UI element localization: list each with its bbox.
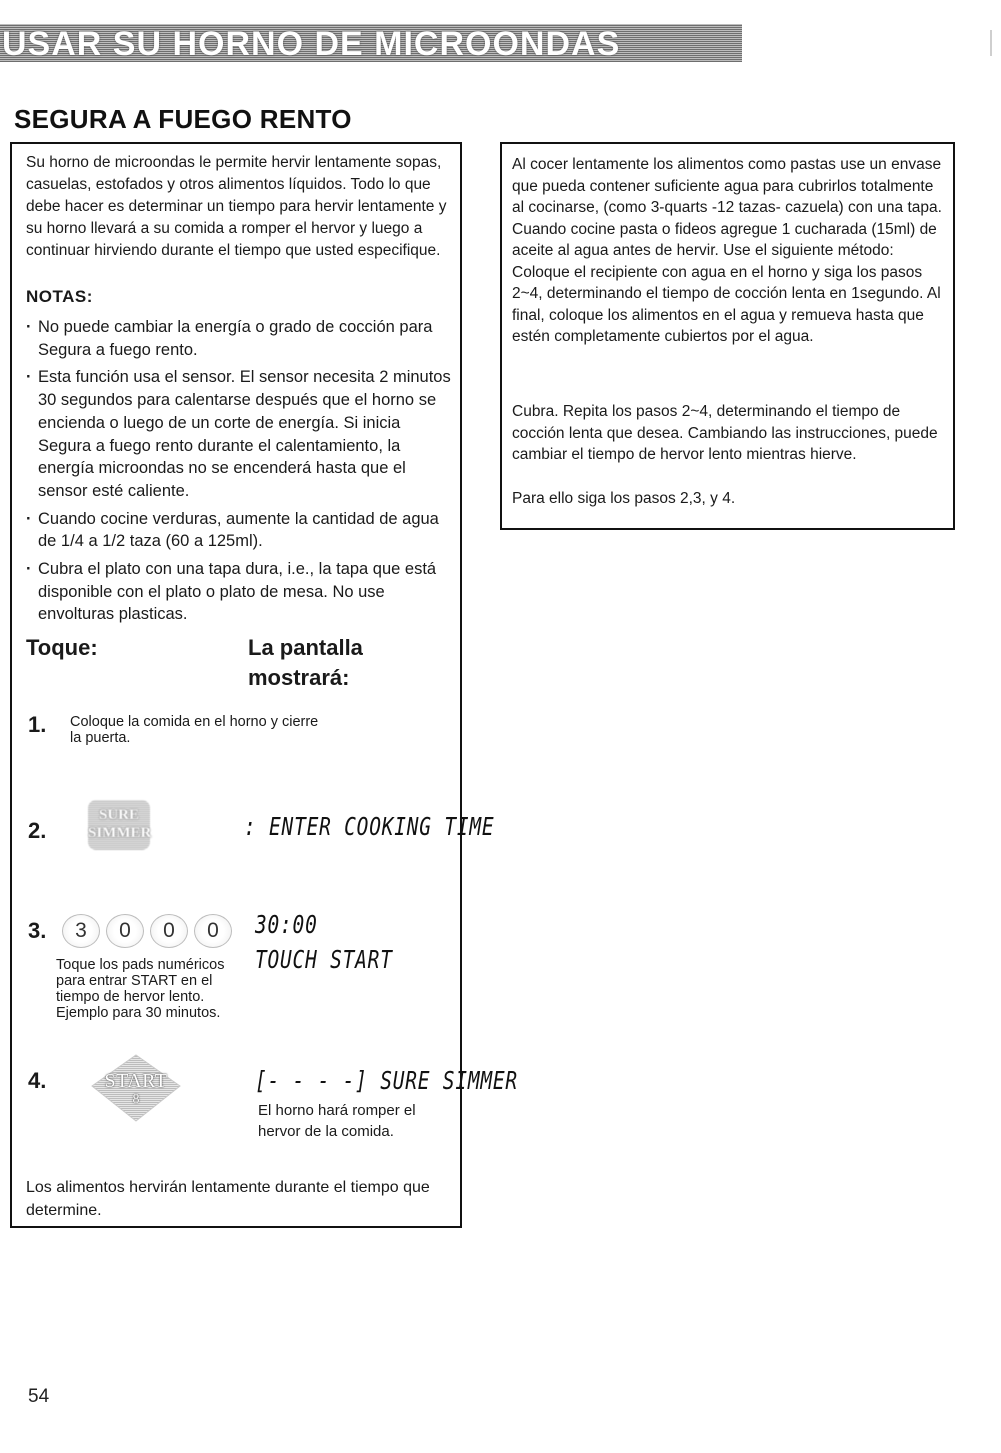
intro-paragraph: Su horno de microondas le permite hervir lentamente sopas, casuelas, estofados y otros alimentos líquidos. Todo lo que debe hacer es determinar un tiempo para hervir lentamente y su horno llevará a su comida a romper el hervor y luego a continuar hirviendo durante el tiempo que usted especifique. — [26, 154, 447, 259]
sure-simmer-button — [88, 800, 150, 850]
note-item: · Cuando cocine verduras, aumente la cantidad de agua de 1/4 a 1/2 taza (60 a 125ml). — [26, 508, 456, 553]
note-item: · Cubra el plato con una tapa dura, i.e., la tapa que está disponible con el plato o plato de mesa. No use envolturas plasticas. — [26, 558, 456, 626]
note-item: · Esta función usa el sensor. El sensor necesita 2 minutos 30 segundos para calentarse después que el horno se encienda o luego de un corte de energía. Si inicia Segura a fuego rento durante el calentamiento, la energía microondas no se encenderá hasta que el sensor esté caliente. — [26, 366, 456, 502]
display-readout: : ENTER COOKING TIME — [244, 812, 495, 841]
step-number: 2. — [28, 818, 47, 843]
display-readout: [- - - -] SURE SIMMER — [255, 1066, 518, 1095]
tips-paragraph-2: Cubra. Repita los pasos 2~4, determinando el tiempo de cocción lenta que desea. Cambiando las instrucciones, puede cambiar el tiempo de hervor lento mientras hierve. — [512, 403, 938, 463]
start-button — [88, 1052, 184, 1124]
start-button-label: START — [104, 1070, 168, 1092]
step-3-text: Toque los pads numéricos para entrar START en el tiempo de hervor lento. Ejemplo para 30 minutos. — [56, 957, 225, 1021]
tips-paragraph-1: Al cocer lentamente los alimentos como pastas use un envase que pueda contener suficiente agua para cubrirlos totalmente al cocinarse, (como 3-quarts -12 tazas- cazuela) con una tapa. Cuando cocine pasta o fideos agregue 1 cucharada (15ml) de aceite al agua antes de hervir. Use el siguiente método: Coloque el recipiente con agua en el horno y siga los pasos 2~4, determinando el tiempo de cocción lenta en 1segundo. Al final, coloque los alimentos en el agua y remueva hasta que estén completamente cubiertos por el agua. — [512, 156, 942, 345]
column-heading-display: La pantalla mostrará: — [248, 635, 363, 690]
notes-list — [26, 316, 456, 631]
step-4-text: El horno hará romper el hervor de la comida. — [258, 1102, 416, 1140]
step-number: 1. — [28, 712, 47, 737]
sure-simmer-label-line2: SIMMER — [88, 825, 152, 841]
step-number: 3. — [28, 918, 47, 943]
sure-simmer-label-line1: SURE — [98, 807, 139, 823]
tips-paragraph-3: Para ello siga los pasos 2,3, y 4. — [512, 490, 736, 507]
start-button-sublabel: 8 — [132, 1092, 140, 1107]
display-readout: 30:00 — [255, 910, 318, 939]
display-readout: TOUCH START — [255, 945, 393, 974]
number-pad: 3 — [62, 914, 100, 948]
column-heading-touch: Toque: — [26, 635, 98, 660]
step-number: 4. — [28, 1068, 47, 1093]
number-pad: 0 — [106, 914, 144, 948]
notes-heading: NOTAS: — [26, 287, 93, 306]
page-number: 54 — [28, 1386, 50, 1407]
number-pad: 0 — [150, 914, 188, 948]
step-1-text: Coloque la comida en el horno y cierre la puerta. — [70, 714, 319, 746]
number-pad: 0 — [194, 914, 232, 948]
banner-text: USAR SU HORNO DE MICROONDAS — [2, 25, 621, 62]
section-title: SEGURA A FUEGO RENTO — [14, 104, 352, 134]
edge-mark — [990, 30, 992, 56]
note-item: · No puede cambiar la energía o grado de cocción para Segura a fuego rento. — [26, 316, 456, 361]
footer-note: Los alimentos hervirán lentamente durante el tiempo que determine. — [26, 1179, 430, 1219]
section-banner — [0, 24, 742, 62]
